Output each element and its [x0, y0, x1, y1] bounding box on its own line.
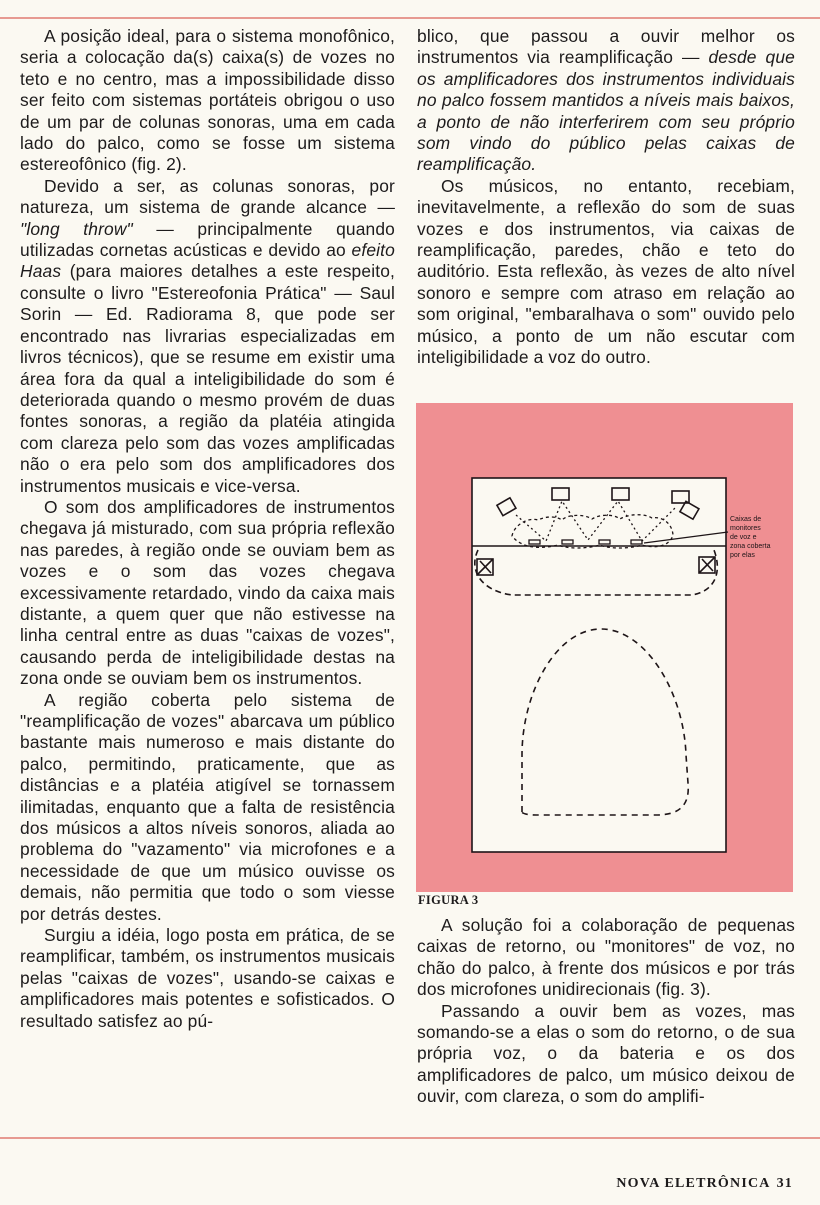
annotation-line: zona coberta [730, 543, 771, 550]
page-footer [610, 1176, 793, 1192]
paragraph: Surgiu a idéia, logo posta em prática, de se reamplificar, também, os instrumentos musicais pelas "caixas de vozes", usando-se caixas e amplificadores mais potentes e sofisticados. O resultado satisfez ao pú- [20, 925, 395, 1031]
stage-diagram [416, 403, 793, 892]
bottom-rule [0, 1137, 820, 1139]
left-column [20, 26, 395, 1032]
page-number: 31 [776, 1176, 793, 1191]
annotation-line: de voz e [730, 534, 757, 541]
right-column-top [417, 26, 795, 369]
text-run: (para maiores detalhes a este respeito, consulte o livro "Estereofonia Prática" — Saul Sorin — Ed. Radiorama 8, que pode ser encontrado nas livrarias especializadas em livros técnicos), que se resume em existir uma área fora da qual a inteligibilidade do som é deteriorada quando o mesmo provém de duas fontes sonoras, a região da platéia atingida com clareza pelo som das vozes amplificadas não o era pelo som dos amplificadores dos instrumentos musicais e vice-versa. [20, 261, 395, 496]
annotation-line: monitores [730, 525, 761, 532]
paragraph: A solução foi a colaboração de pequenas caixas de retorno, ou "monitores" de voz, no chão do palco, à frente dos músicos e por trás dos microfones unidirecionais (fig. 3). [417, 915, 795, 1000]
annotation-text [730, 516, 771, 559]
paragraph: A posição ideal, para o sistema monofônico, seria a colocação da(s) caixa(s) de vozes no teto e no centro, mas a impossibilidade disso ser feito com sistemas portáteis obrigou o uso de um par de colunas sonoras, uma em cada lado do palco, como se fosse um sistema estereofônico (fig. 2). [20, 26, 395, 175]
paragraph: Passando a ouvir bem as vozes, mas somando-se a elas o som do retorno, o de sua própria voz, o da bateria e os dos amplificadores de palco, um músico deixou de ouvir, com clareza, o som do amplifi- [417, 1000, 795, 1107]
text-run: Devido a ser, as colunas sonoras, por natureza, um sistema de grande alcance — [20, 175, 395, 218]
text-run: — principalmente quando utilizadas cornetas acústicas e devido ao [20, 218, 395, 261]
italic-term: "long throw" [20, 218, 133, 239]
annotation-line: por elas [730, 552, 755, 559]
italic-passage: desde que os amplificadores dos instrumentos individuais no palco fossem mantidos a níveis mais baixos, a ponto de não interferirem com seu próprio som vindo do público pelas caixas de reamplificação. [417, 47, 795, 175]
paragraph: Os músicos, no entanto, recebiam, inevitavelmente, a reflexão do som de suas vozes e dos instrumentos, via caixas de reamplificação, paredes, chão e teto do auditório. Esta reflexão, às vezes de alto nível sonoro e sempre com atraso em relação ao som original, "embaralhava o som" ouvido pelo músico, a ponto de um não escutar com inteligibilidade a voz do outro. [417, 175, 795, 368]
text-run: blico, que passou a ouvir melhor os instrumentos via reamplificação — [417, 26, 795, 68]
magazine-name: NOVA ELETRÔNICA [616, 1176, 771, 1191]
paragraph [20, 176, 395, 497]
italic-term: efeito Haas [20, 240, 395, 282]
right-column-bottom [417, 915, 795, 1108]
figure-caption: FIGURA 3 [418, 893, 479, 907]
top-rule [0, 17, 820, 19]
paragraph [417, 26, 795, 176]
auditorium-outline [472, 478, 726, 852]
figure-3-diagram [416, 403, 793, 892]
paragraph: A região coberta pelo sistema de "reamplificação de vozes" abarcava um público bastante mais numeroso e mais distante do palco, permitindo, praticamente, que as distâncias e a platéia atigível se tornassem ilimitadas, enquanto que a falta de resistência dos músicos a altos níveis sonoros, aliada ao problema do "vazamento" via microfones e a necessidade de que um músico ouvisse os demais, não permitia que todo o som viesse por detrás destes. [20, 689, 395, 924]
annotation-line: Caixas de [730, 516, 762, 523]
paragraph: O som dos amplificadores de instrumentos chegava já misturado, com sua própria reflexão nas paredes, à região onde se ouviam bem as vozes e o som das vozes chegava excessivamente retardado, vindo da caixa mais distante, a quem quer que não estivesse na linha central entre as duas "caixas de vozes", causando perda de inteligibilidade destas na zona onde se ouviam bem os instrumentos. [20, 496, 395, 689]
